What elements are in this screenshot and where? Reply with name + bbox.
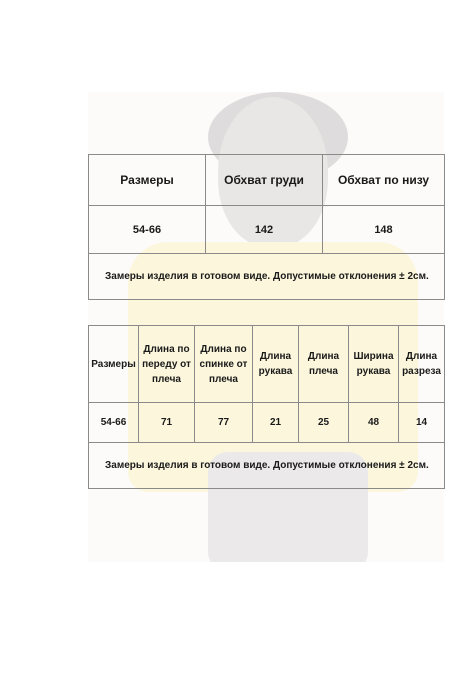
- value-cell: 48: [349, 403, 399, 443]
- header-cell: Размеры: [89, 326, 139, 403]
- header-cell: Длина рукава: [253, 326, 299, 403]
- value-cell: 21: [253, 403, 299, 443]
- header-cell: Длина по спинке от плеча: [195, 326, 253, 403]
- value-cell: 54-66: [89, 206, 206, 254]
- tolerance-note: Замеры изделия в готовом виде. Допустимые отклонения ± 2см.: [89, 443, 445, 489]
- tolerance-note: Замеры изделия в готовом виде. Допустимые отклонения ± 2см.: [89, 254, 445, 300]
- header-cell: Размеры: [89, 155, 206, 206]
- header-cell: Длина разреза: [399, 326, 445, 403]
- header-cell: Обхват груди: [206, 155, 323, 206]
- size-table-detail: [88, 325, 445, 489]
- note-row: [89, 254, 445, 300]
- value-cell: 14: [399, 403, 445, 443]
- header-row: [89, 155, 445, 206]
- table-row: [89, 403, 445, 443]
- note-row: [89, 443, 445, 489]
- header-cell: Длина плеча: [299, 326, 349, 403]
- header-cell: Длина по переду от плеча: [139, 326, 195, 403]
- value-cell: 25: [299, 403, 349, 443]
- value-cell: 71: [139, 403, 195, 443]
- value-cell: 77: [195, 403, 253, 443]
- size-table-main: [88, 154, 445, 300]
- table-row: [89, 206, 445, 254]
- header-cell: Обхват по низу: [323, 155, 445, 206]
- value-cell: 148: [323, 206, 445, 254]
- value-cell: 142: [206, 206, 323, 254]
- value-cell: 54-66: [89, 403, 139, 443]
- header-row: [89, 326, 445, 403]
- header-cell: Ширина рукава: [349, 326, 399, 403]
